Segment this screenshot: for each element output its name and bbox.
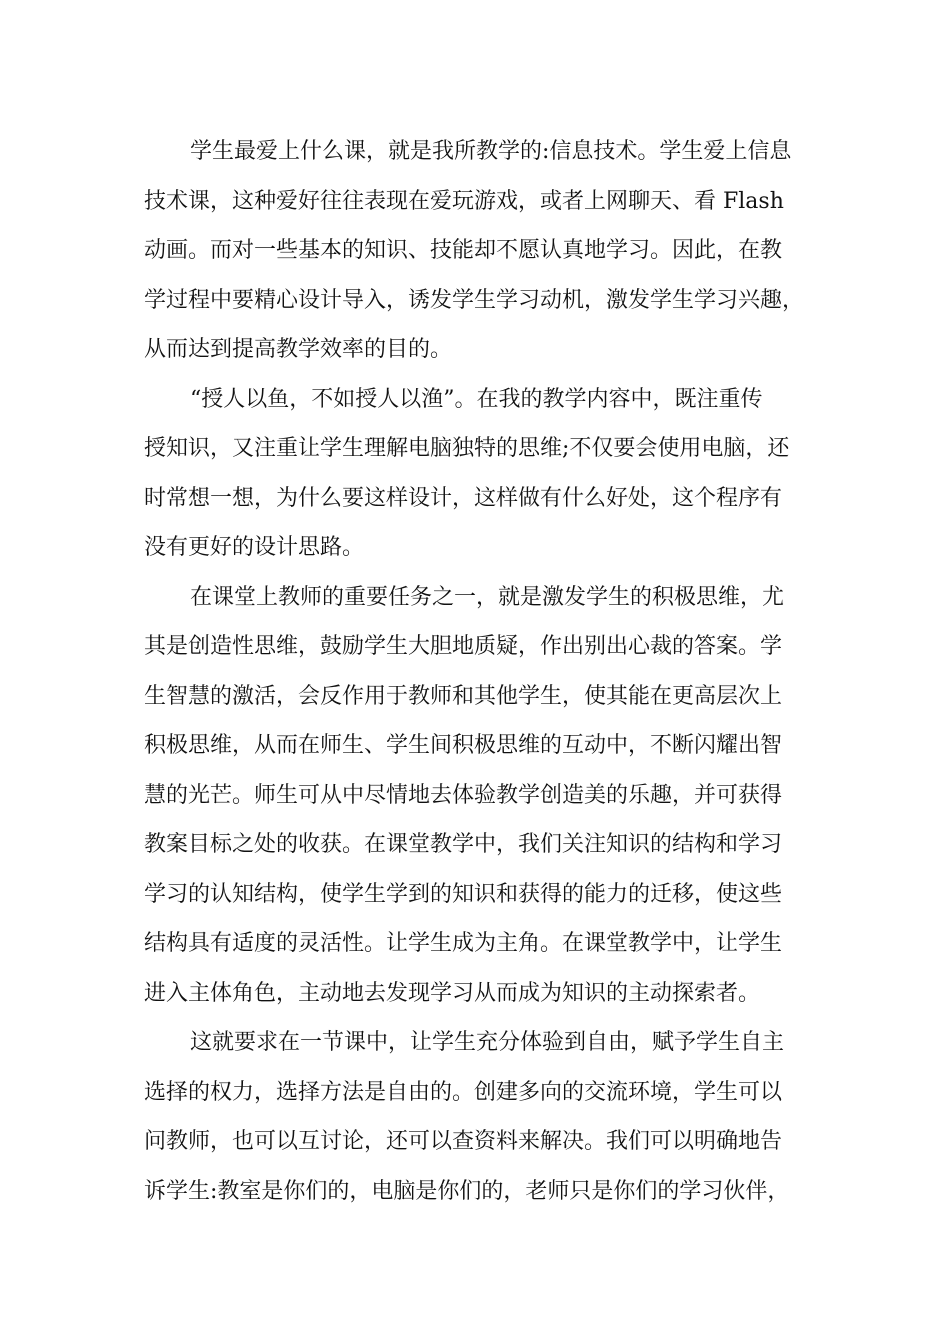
text-line: 生智慧的激活，会反作用于教师和其他学生，使其能在更高层次上	[144, 683, 783, 709]
text-line: 在课堂上教师的重要任务之一，就是激发学生的积极思维，尤	[190, 584, 785, 610]
text-line: “授人以鱼，不如授人以渔”。在我的教学内容中，既注重传	[190, 386, 763, 412]
document-body	[144, 127, 816, 1216]
paragraph-2	[144, 375, 816, 573]
text-line: 没有更好的设计思路。	[144, 535, 365, 560]
text-line: 积极思维，从而在师生、学生间积极思维的互动中，不断闪耀出智	[144, 733, 783, 758]
text-line: 其是创造性思维，鼓励学生大胆地质疑，作出别出心裁的答案。学	[144, 634, 783, 659]
text-line: 结构具有适度的灵活性。让学生成为主角。在课堂教学中，让学生	[144, 931, 783, 956]
text-line: 技术课，这种爱好往往表现在爱玩游戏，或者上网聊天、看 Flash	[144, 188, 784, 214]
paragraph-1	[144, 127, 816, 375]
text-line: 慧的光芒。师生可从中尽情地去体验教学创造美的乐趣，并可获得	[144, 782, 783, 808]
text-line: 选择的权力，选择方法是自由的。创建多向的交流环境，学生可以	[144, 1079, 783, 1105]
text-line: 授知识，又注重让学生理解电脑独特的思维;不仅要会使用电脑，还	[144, 436, 790, 461]
text-line: 学习的认知结构，使学生学到的知识和获得的能力的迁移，使这些	[144, 881, 783, 907]
text-line: 学过程中要精心设计导入，诱发学生学习动机，激发学生学习兴趣，	[144, 287, 805, 313]
text-line: 这就要求在一节课中，让学生充分体验到自由，赋予学生自主	[190, 1030, 785, 1055]
text-line: 动画。而对一些基本的知识、技能却不愿认真地学习。因此，在教	[144, 238, 783, 263]
text-line: 学生最爱上什么课，就是我所教学的:信息技术。学生爱上信息	[190, 139, 792, 164]
paragraph-3	[144, 573, 816, 1019]
text-line: 从而达到提高教学效率的目的。	[144, 337, 453, 362]
text-line: 问教师，也可以互讨论，还可以查资料来解决。我们可以明确地告	[144, 1129, 783, 1154]
text-line: 时常想一想，为什么要这样设计，这样做有什么好处，这个程序有	[144, 485, 783, 511]
paragraph-4	[144, 1018, 816, 1216]
text-line: 教案目标之处的收获。在课堂教学中，我们关注知识的结构和学习	[144, 832, 783, 857]
text-line: 进入主体角色，主动地去发现学习从而成为知识的主动探索者。	[144, 980, 761, 1006]
text-line: 诉学生:教室是你们的，电脑是你们的，老师只是你们的学习伙伴，	[144, 1178, 790, 1204]
